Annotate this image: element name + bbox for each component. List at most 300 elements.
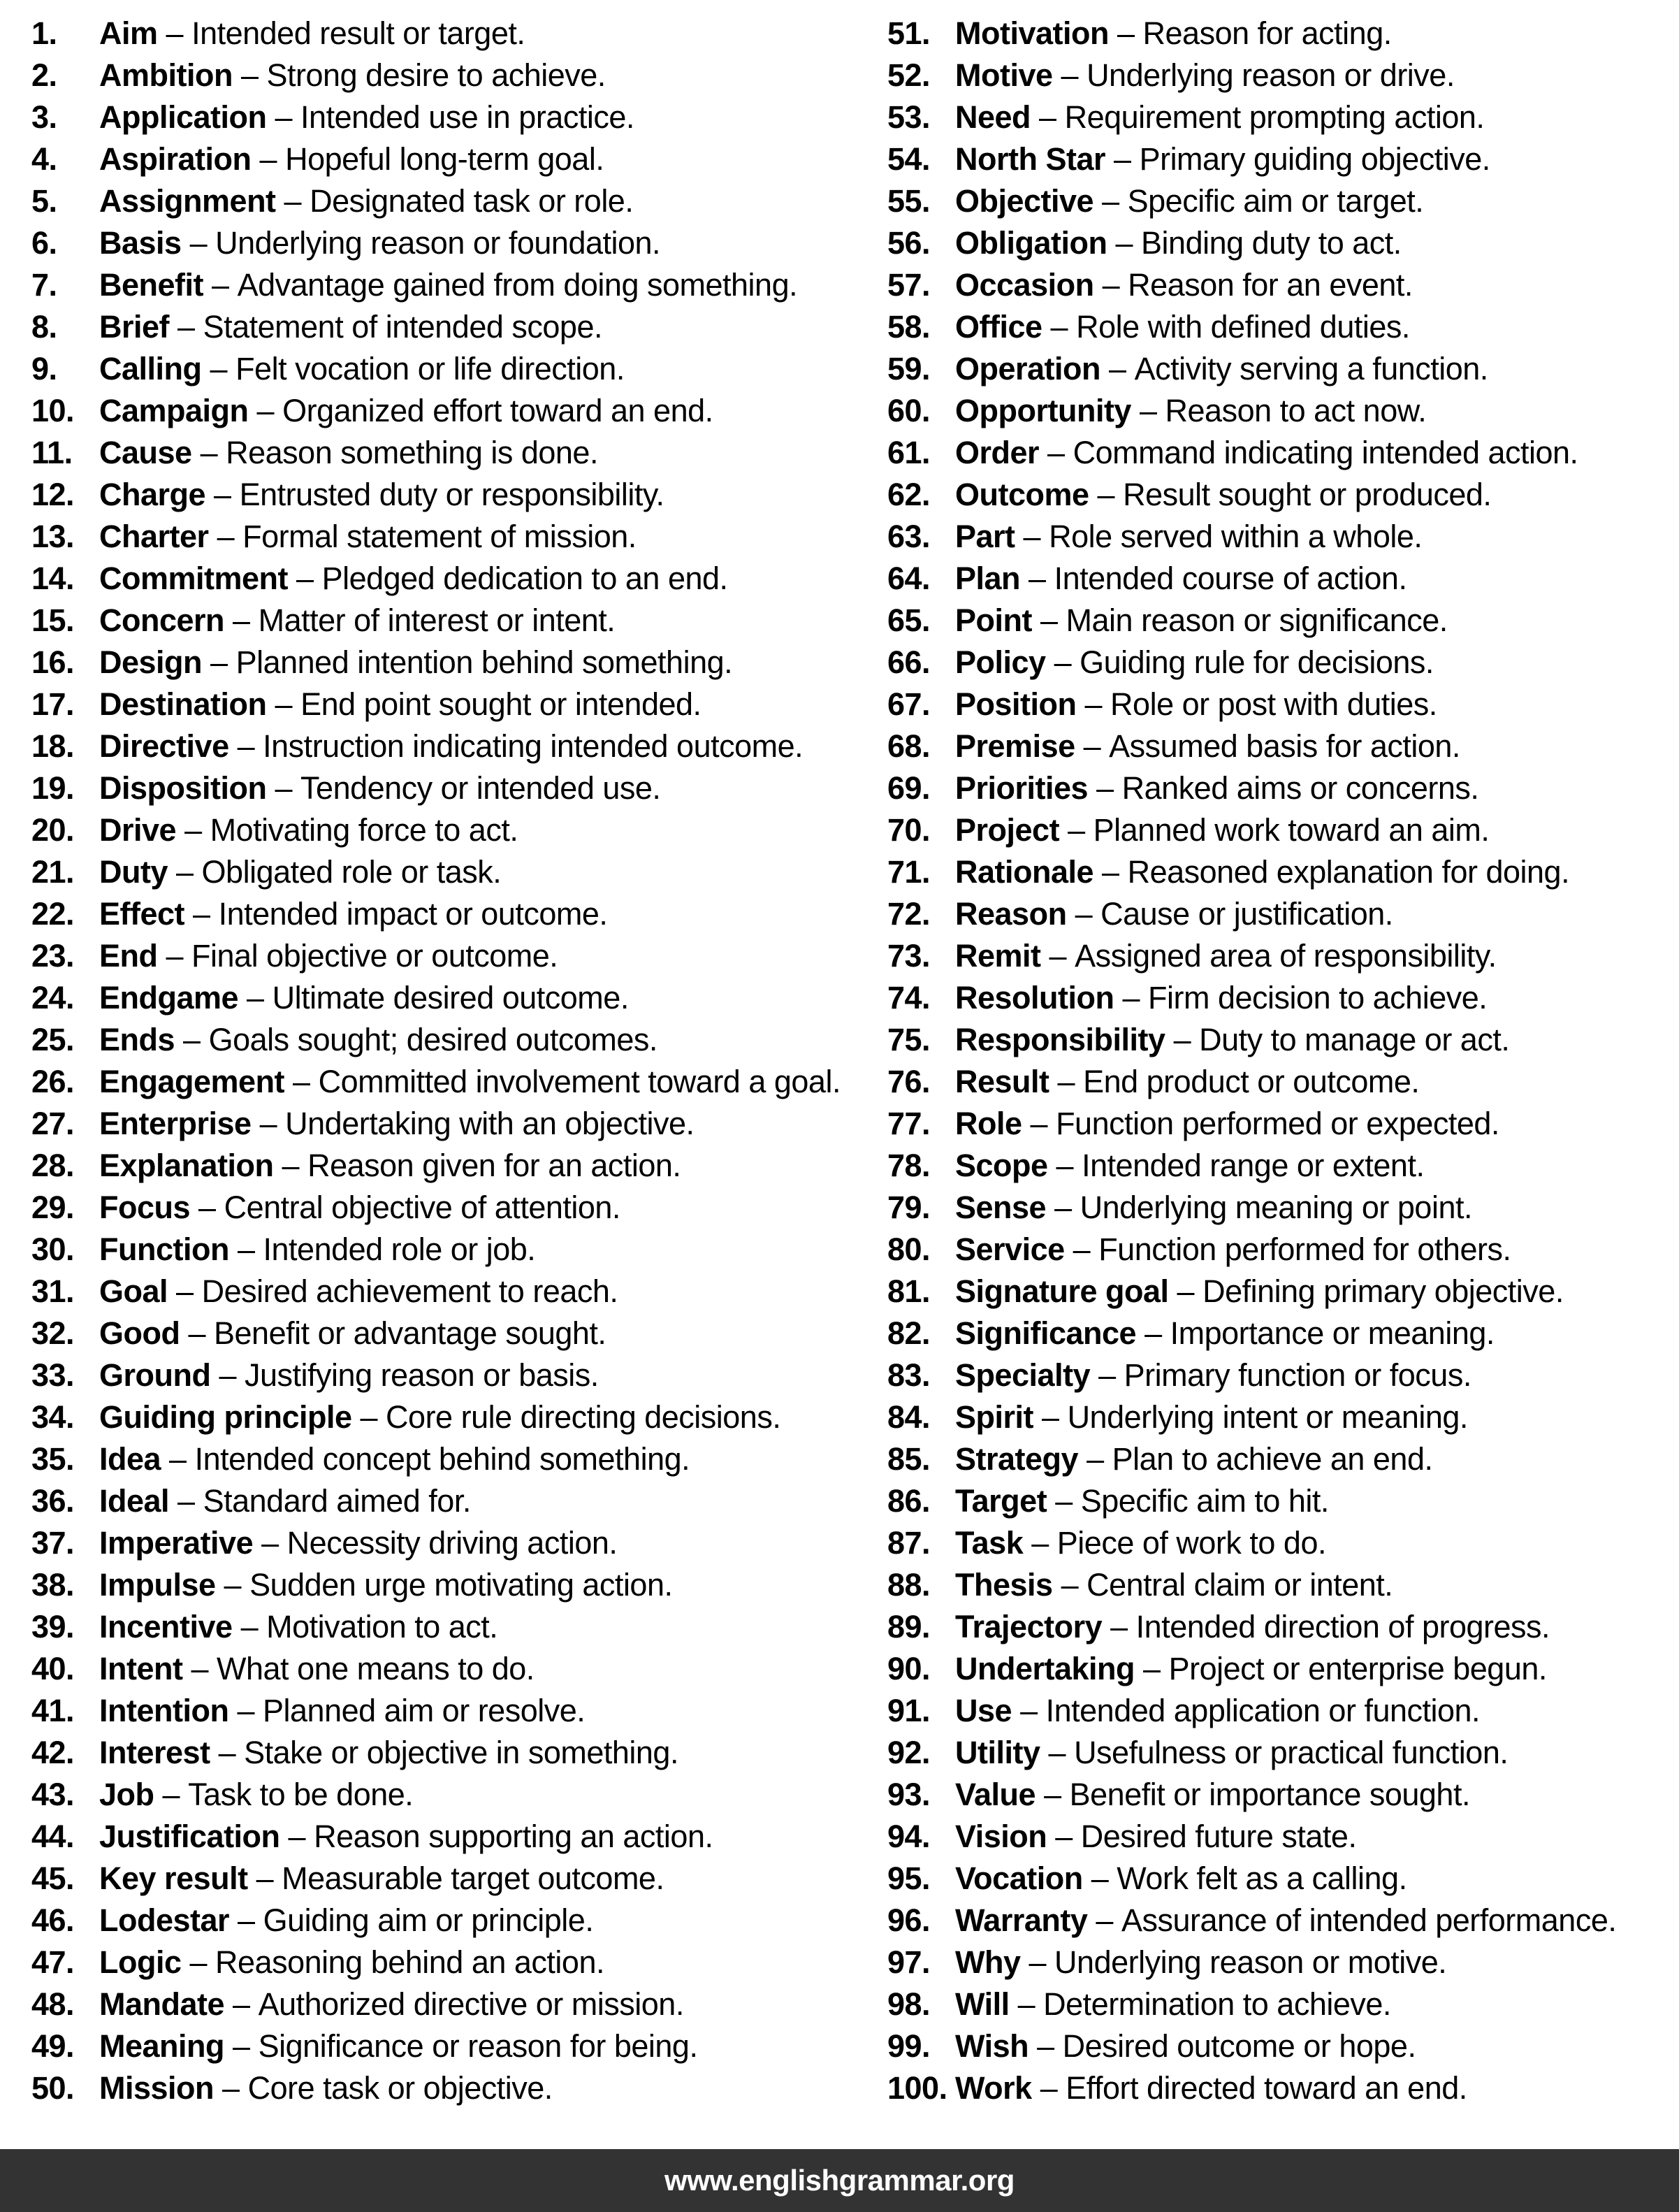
item-separator: – xyxy=(1168,1273,1203,1309)
item-definition: End point sought or intended. xyxy=(300,686,702,722)
item-term: Aim xyxy=(99,15,158,51)
item-term: Role xyxy=(955,1106,1022,1141)
item-number: 7. xyxy=(31,267,57,303)
list-item xyxy=(31,180,873,222)
item-separator: – xyxy=(1093,183,1128,219)
item-number: 19. xyxy=(31,770,75,806)
item-separator: – xyxy=(168,1273,202,1309)
list-item xyxy=(31,1103,873,1145)
item-separator: – xyxy=(1088,770,1122,806)
item-term: Idea xyxy=(99,1441,161,1477)
item-term: Strategy xyxy=(955,1441,1079,1477)
item-term: Scope xyxy=(955,1148,1048,1183)
item-definition: Significance or reason for being. xyxy=(258,2028,698,2064)
item-number: 72. xyxy=(887,896,931,932)
item-number: 18. xyxy=(31,728,75,764)
item-term: Imperative xyxy=(99,1525,254,1561)
item-separator: – xyxy=(1009,1986,1044,2022)
item-term: Guiding principle xyxy=(99,1399,352,1435)
item-definition: Underlying meaning or point. xyxy=(1080,1190,1472,1225)
item-number: 61. xyxy=(887,435,931,470)
item-number: 58. xyxy=(887,309,931,345)
item-definition: Activity serving a function. xyxy=(1134,351,1488,386)
item-term: Job xyxy=(99,1777,154,1812)
item-number: 80. xyxy=(887,1231,931,1267)
list-item xyxy=(31,1732,873,1774)
item-number: 44. xyxy=(31,1819,75,1854)
list-item xyxy=(887,977,1679,1019)
item-separator: – xyxy=(232,1609,267,1644)
item-number: 39. xyxy=(31,1609,75,1644)
item-definition: Assumed basis for action. xyxy=(1109,728,1460,764)
item-definition: Goals sought; desired outcomes. xyxy=(208,1022,657,1057)
item-definition: Reasoning behind an action. xyxy=(215,1944,604,1980)
item-separator: – xyxy=(1039,435,1073,470)
item-number: 71. xyxy=(887,854,931,890)
list-item xyxy=(887,1313,1679,1354)
item-separator: – xyxy=(251,141,286,177)
item-term: Value xyxy=(955,1777,1036,1812)
item-definition: Strong desire to achieve. xyxy=(266,57,606,93)
item-number: 54. xyxy=(887,141,931,177)
item-definition: Central claim or intent. xyxy=(1086,1567,1393,1603)
item-separator: – xyxy=(224,602,259,638)
item-separator: – xyxy=(1031,2070,1066,2106)
item-separator: – xyxy=(224,2028,259,2064)
item-separator: – xyxy=(288,561,322,596)
item-separator: – xyxy=(201,351,236,386)
list-item xyxy=(31,222,873,264)
item-separator: – xyxy=(1052,57,1087,93)
list-item xyxy=(887,1229,1679,1271)
item-term: Signature goal xyxy=(955,1273,1169,1309)
item-term: Use xyxy=(955,1693,1012,1728)
item-definition: Measurable target outcome. xyxy=(282,1860,664,1896)
item-definition: Obligated role or task. xyxy=(201,854,502,890)
item-definition: Result sought or produced. xyxy=(1123,477,1492,512)
item-number: 17. xyxy=(31,686,75,722)
list-item xyxy=(31,13,873,55)
item-term: Endgame xyxy=(99,980,239,1015)
item-definition: Work felt as a calling. xyxy=(1117,1860,1407,1896)
item-term: Charge xyxy=(99,477,206,512)
item-definition: Planned intention behind something. xyxy=(235,644,733,680)
item-definition: Final objective or outcome. xyxy=(191,938,558,974)
item-separator: – xyxy=(1015,519,1049,554)
item-term: Assignment xyxy=(99,183,276,219)
item-number: 75. xyxy=(887,1022,931,1057)
item-definition: Reasoned explanation for doing. xyxy=(1127,854,1570,890)
item-term: North Star xyxy=(955,141,1106,177)
item-separator: – xyxy=(251,1106,286,1141)
item-definition: Reason something is done. xyxy=(226,435,598,470)
list-item xyxy=(887,767,1679,809)
list-item xyxy=(887,1061,1679,1103)
list-item xyxy=(887,1522,1679,1564)
item-number: 92. xyxy=(887,1735,931,1770)
item-term: Enterprise xyxy=(99,1106,252,1141)
item-separator: – xyxy=(1042,309,1077,345)
item-term: Drive xyxy=(99,812,177,848)
item-separator: – xyxy=(169,309,203,345)
item-definition: Binding duty to act. xyxy=(1141,225,1402,261)
item-separator: – xyxy=(1022,1106,1056,1141)
item-definition: Desired future state. xyxy=(1080,1819,1357,1854)
list-item xyxy=(31,1564,873,1606)
list-item xyxy=(31,809,873,851)
item-separator: – xyxy=(157,15,192,51)
item-separator: – xyxy=(203,267,238,303)
item-separator: – xyxy=(181,225,216,261)
list-item xyxy=(887,684,1679,725)
item-separator: – xyxy=(1046,1190,1080,1225)
item-separator: – xyxy=(169,1483,203,1519)
item-separator: – xyxy=(1093,267,1128,303)
item-number: 42. xyxy=(31,1735,75,1770)
item-separator: – xyxy=(279,1819,314,1854)
item-term: Interest xyxy=(99,1735,210,1770)
item-number: 56. xyxy=(887,225,931,261)
item-definition: Core task or objective. xyxy=(247,2070,553,2106)
item-separator: – xyxy=(1047,1483,1081,1519)
item-number: 20. xyxy=(31,812,75,848)
item-term: Utility xyxy=(955,1735,1040,1770)
item-term: Occasion xyxy=(955,267,1094,303)
list-item xyxy=(31,1648,873,1690)
item-number: 98. xyxy=(887,1986,931,2022)
item-definition: Entrusted duty or responsibility. xyxy=(239,477,664,512)
list-item xyxy=(887,1271,1679,1313)
list-item xyxy=(887,851,1679,893)
item-term: Reason xyxy=(955,896,1067,932)
item-definition: Guiding rule for decisions. xyxy=(1080,644,1434,680)
item-separator: – xyxy=(1059,812,1093,848)
list-item xyxy=(887,558,1679,600)
item-term: Incentive xyxy=(99,1609,233,1644)
item-number: 29. xyxy=(31,1190,75,1225)
list-item xyxy=(31,1396,873,1438)
list-column-left xyxy=(31,13,873,2109)
list-item xyxy=(31,1061,873,1103)
list-item xyxy=(887,1145,1679,1187)
item-term: Benefit xyxy=(99,267,204,303)
list-item xyxy=(31,1774,873,1816)
item-number: 68. xyxy=(887,728,931,764)
item-number: 87. xyxy=(887,1525,931,1561)
item-definition: Authorized directive or mission. xyxy=(258,1986,684,2022)
item-term: Vocation xyxy=(955,1860,1083,1896)
item-term: Office xyxy=(955,309,1042,345)
item-separator: – xyxy=(1031,99,1065,135)
item-definition: Intended application or function. xyxy=(1045,1693,1481,1728)
item-term: Logic xyxy=(99,1944,182,1980)
list-item xyxy=(887,725,1679,767)
item-definition: Main reason or significance. xyxy=(1066,602,1448,638)
item-definition: Defining primary objective. xyxy=(1202,1273,1564,1309)
item-term: Calling xyxy=(99,351,202,386)
item-term: Design xyxy=(99,644,203,680)
item-definition: Project or enterprise begun. xyxy=(1168,1651,1547,1686)
item-term: Order xyxy=(955,435,1040,470)
item-term: Opportunity xyxy=(955,393,1131,428)
list-item xyxy=(887,264,1679,306)
item-number: 63. xyxy=(887,519,931,554)
item-separator: – xyxy=(228,1231,263,1267)
list-item xyxy=(31,1522,873,1564)
list-item xyxy=(31,767,873,809)
item-term: Ideal xyxy=(99,1483,170,1519)
item-number: 4. xyxy=(31,141,57,177)
item-separator: – xyxy=(1045,644,1080,680)
item-term: Cause xyxy=(99,435,192,470)
item-number: 91. xyxy=(887,1693,931,1728)
item-definition: Statement of intended scope. xyxy=(203,309,602,345)
item-term: Part xyxy=(955,519,1015,554)
item-separator: – xyxy=(253,1525,287,1561)
item-separator: – xyxy=(208,519,243,554)
item-term: Why xyxy=(955,1944,1021,1980)
item-term: Destination xyxy=(99,686,267,722)
list-item xyxy=(31,348,873,390)
item-number: 26. xyxy=(31,1064,75,1099)
item-separator: – xyxy=(1049,1064,1084,1099)
item-definition: Justifying reason or basis. xyxy=(245,1357,599,1393)
item-number: 51. xyxy=(887,15,931,51)
item-number: 99. xyxy=(887,2028,931,2064)
item-definition: Pledged dedication to an end. xyxy=(321,561,728,596)
list-item xyxy=(887,809,1679,851)
item-number: 85. xyxy=(887,1441,931,1477)
item-term: Meaning xyxy=(99,2028,225,2064)
item-number: 97. xyxy=(887,1944,931,1980)
item-term: Justification xyxy=(99,1819,280,1854)
list-item xyxy=(887,138,1679,180)
item-number: 15. xyxy=(31,602,75,638)
item-number: 78. xyxy=(887,1148,931,1183)
item-definition: Assurance of intended performance. xyxy=(1121,1902,1617,1938)
item-number: 66. xyxy=(887,644,931,680)
list-item xyxy=(31,474,873,516)
list-item xyxy=(31,1900,873,1942)
item-separator: – xyxy=(284,1064,319,1099)
item-separator: – xyxy=(1131,393,1165,428)
item-separator: – xyxy=(224,1986,259,2022)
item-term: Impulse xyxy=(99,1567,216,1603)
list-item xyxy=(887,96,1679,138)
list-item xyxy=(887,1648,1679,1690)
item-term: Intention xyxy=(99,1693,229,1728)
item-separator: – xyxy=(1033,1399,1068,1435)
item-separator: – xyxy=(154,1777,189,1812)
item-definition: Specific aim to hit. xyxy=(1080,1483,1329,1519)
list-item xyxy=(887,1690,1679,1732)
item-term: Project xyxy=(955,812,1060,848)
list-item xyxy=(887,1816,1679,1858)
item-number: 100. xyxy=(887,2070,947,2106)
item-separator: – xyxy=(1089,477,1124,512)
item-number: 95. xyxy=(887,1860,931,1896)
item-term: Task xyxy=(955,1525,1024,1561)
item-separator: – xyxy=(1078,1441,1112,1477)
list-item xyxy=(887,306,1679,348)
item-definition: Necessity driving action. xyxy=(286,1525,618,1561)
item-number: 1. xyxy=(31,15,57,51)
item-definition: Designated task or role. xyxy=(310,183,634,219)
item-number: 93. xyxy=(887,1777,931,1812)
item-term: Mission xyxy=(99,2070,215,2106)
item-definition: Intended use in practice. xyxy=(300,99,634,135)
list-item xyxy=(31,1313,873,1354)
item-number: 37. xyxy=(31,1525,75,1561)
item-separator: – xyxy=(1040,938,1075,974)
list-item xyxy=(31,264,873,306)
item-term: Aspiration xyxy=(99,141,252,177)
item-definition: Duty to manage or act. xyxy=(1199,1022,1510,1057)
item-number: 5. xyxy=(31,183,57,219)
item-definition: Plan to achieve an end. xyxy=(1112,1441,1433,1477)
item-term: Remit xyxy=(955,938,1041,974)
item-number: 38. xyxy=(31,1567,75,1603)
item-term: Priorities xyxy=(955,770,1089,806)
item-definition: Importance or meaning. xyxy=(1170,1315,1495,1351)
item-definition: Assigned area of responsibility. xyxy=(1075,938,1497,974)
list-item xyxy=(887,1103,1679,1145)
list-item xyxy=(31,977,873,1019)
item-separator: – xyxy=(1093,854,1128,890)
item-number: 13. xyxy=(31,519,75,554)
item-number: 21. xyxy=(31,854,75,890)
list-item xyxy=(887,935,1679,977)
item-term: Concern xyxy=(99,602,225,638)
item-term: Disposition xyxy=(99,770,267,806)
list-item xyxy=(31,558,873,600)
item-number: 94. xyxy=(887,1819,931,1854)
item-separator: – xyxy=(191,435,226,470)
list-item xyxy=(887,1983,1679,2025)
item-separator: – xyxy=(205,477,240,512)
list-item xyxy=(887,516,1679,558)
item-definition: Primary guiding objective. xyxy=(1139,141,1490,177)
item-separator: – xyxy=(1107,225,1142,261)
item-number: 32. xyxy=(31,1315,75,1351)
list-item xyxy=(887,1019,1679,1061)
item-term: Application xyxy=(99,99,267,135)
item-term: Ambition xyxy=(99,57,233,93)
item-number: 50. xyxy=(31,2070,75,2106)
item-term: Position xyxy=(955,686,1077,722)
item-separator: – xyxy=(351,1399,386,1435)
item-separator: – xyxy=(1029,2028,1063,2064)
item-term: Service xyxy=(955,1231,1065,1267)
item-separator: – xyxy=(157,938,192,974)
item-term: Vision xyxy=(955,1819,1047,1854)
item-definition: Hopeful long-term goal. xyxy=(285,141,604,177)
item-separator: – xyxy=(180,1315,215,1351)
item-separator: – xyxy=(1135,1651,1169,1686)
item-separator: – xyxy=(175,1022,209,1057)
item-definition: Motivation to act. xyxy=(266,1609,498,1644)
item-term: Engagement xyxy=(99,1064,285,1099)
item-term: Plan xyxy=(955,561,1021,596)
item-separator: – xyxy=(1105,141,1140,177)
list-item xyxy=(887,600,1679,642)
item-number: 25. xyxy=(31,1022,75,1057)
item-number: 64. xyxy=(887,561,931,596)
list-item xyxy=(31,935,873,977)
item-term: Warranty xyxy=(955,1902,1088,1938)
item-number: 10. xyxy=(31,393,75,428)
item-separator: – xyxy=(266,770,301,806)
item-number: 33. xyxy=(31,1357,75,1393)
item-number: 3. xyxy=(31,99,57,135)
item-number: 52. xyxy=(887,57,931,93)
item-definition: Core rule directing decisions. xyxy=(386,1399,781,1435)
item-definition: Intended direction of progress. xyxy=(1135,1609,1550,1644)
item-number: 8. xyxy=(31,309,57,345)
item-separator: – xyxy=(1052,1567,1087,1603)
item-definition: Underlying reason or motive. xyxy=(1054,1944,1447,1980)
item-definition: Formal statement of mission. xyxy=(242,519,637,554)
item-number: 77. xyxy=(887,1106,931,1141)
item-number: 36. xyxy=(31,1483,75,1519)
item-separator: – xyxy=(1035,1777,1070,1812)
item-definition: Task to be done. xyxy=(188,1777,414,1812)
item-definition: Intended range or extent. xyxy=(1082,1148,1425,1183)
item-definition: Central objective of attention. xyxy=(224,1190,620,1225)
item-separator: – xyxy=(1047,1819,1081,1854)
list-item xyxy=(31,1480,873,1522)
item-definition: Intended result or target. xyxy=(191,15,525,51)
item-term: Operation xyxy=(955,351,1101,386)
list-item xyxy=(887,893,1679,935)
list-item xyxy=(31,96,873,138)
item-number: 23. xyxy=(31,938,75,974)
item-term: Ground xyxy=(99,1357,211,1393)
item-term: Policy xyxy=(955,644,1046,680)
item-definition: Command indicating intended action. xyxy=(1073,435,1578,470)
item-definition: Requirement prompting action. xyxy=(1064,99,1485,135)
item-number: 83. xyxy=(887,1357,931,1393)
item-definition: Sudden urge motivating action. xyxy=(249,1567,673,1603)
item-term: Motivation xyxy=(955,15,1109,51)
item-definition: Planned aim or resolve. xyxy=(263,1693,586,1728)
list-column-right xyxy=(887,13,1679,2109)
item-separator: – xyxy=(1108,15,1143,51)
item-number: 2. xyxy=(31,57,57,93)
item-definition: Stake or objective in something. xyxy=(244,1735,678,1770)
item-number: 86. xyxy=(887,1483,931,1519)
item-number: 81. xyxy=(887,1273,931,1309)
item-number: 45. xyxy=(31,1860,75,1896)
item-number: 62. xyxy=(887,477,931,512)
list-item xyxy=(887,2025,1679,2067)
item-number: 57. xyxy=(887,267,931,303)
item-definition: Determination to achieve. xyxy=(1043,1986,1391,2022)
item-term: Specialty xyxy=(955,1357,1091,1393)
list-item xyxy=(887,348,1679,390)
item-term: Duty xyxy=(99,854,168,890)
list-item xyxy=(887,1900,1679,1942)
item-number: 6. xyxy=(31,225,57,261)
item-separator: – xyxy=(247,1860,282,1896)
list-item xyxy=(31,1942,873,1983)
item-term: Rationale xyxy=(955,854,1094,890)
item-separator: – xyxy=(1076,686,1111,722)
item-term: Directive xyxy=(99,728,229,764)
item-definition: Tendency or intended use. xyxy=(300,770,661,806)
list-item xyxy=(887,1438,1679,1480)
item-definition: Desired achievement to reach. xyxy=(201,1273,618,1309)
